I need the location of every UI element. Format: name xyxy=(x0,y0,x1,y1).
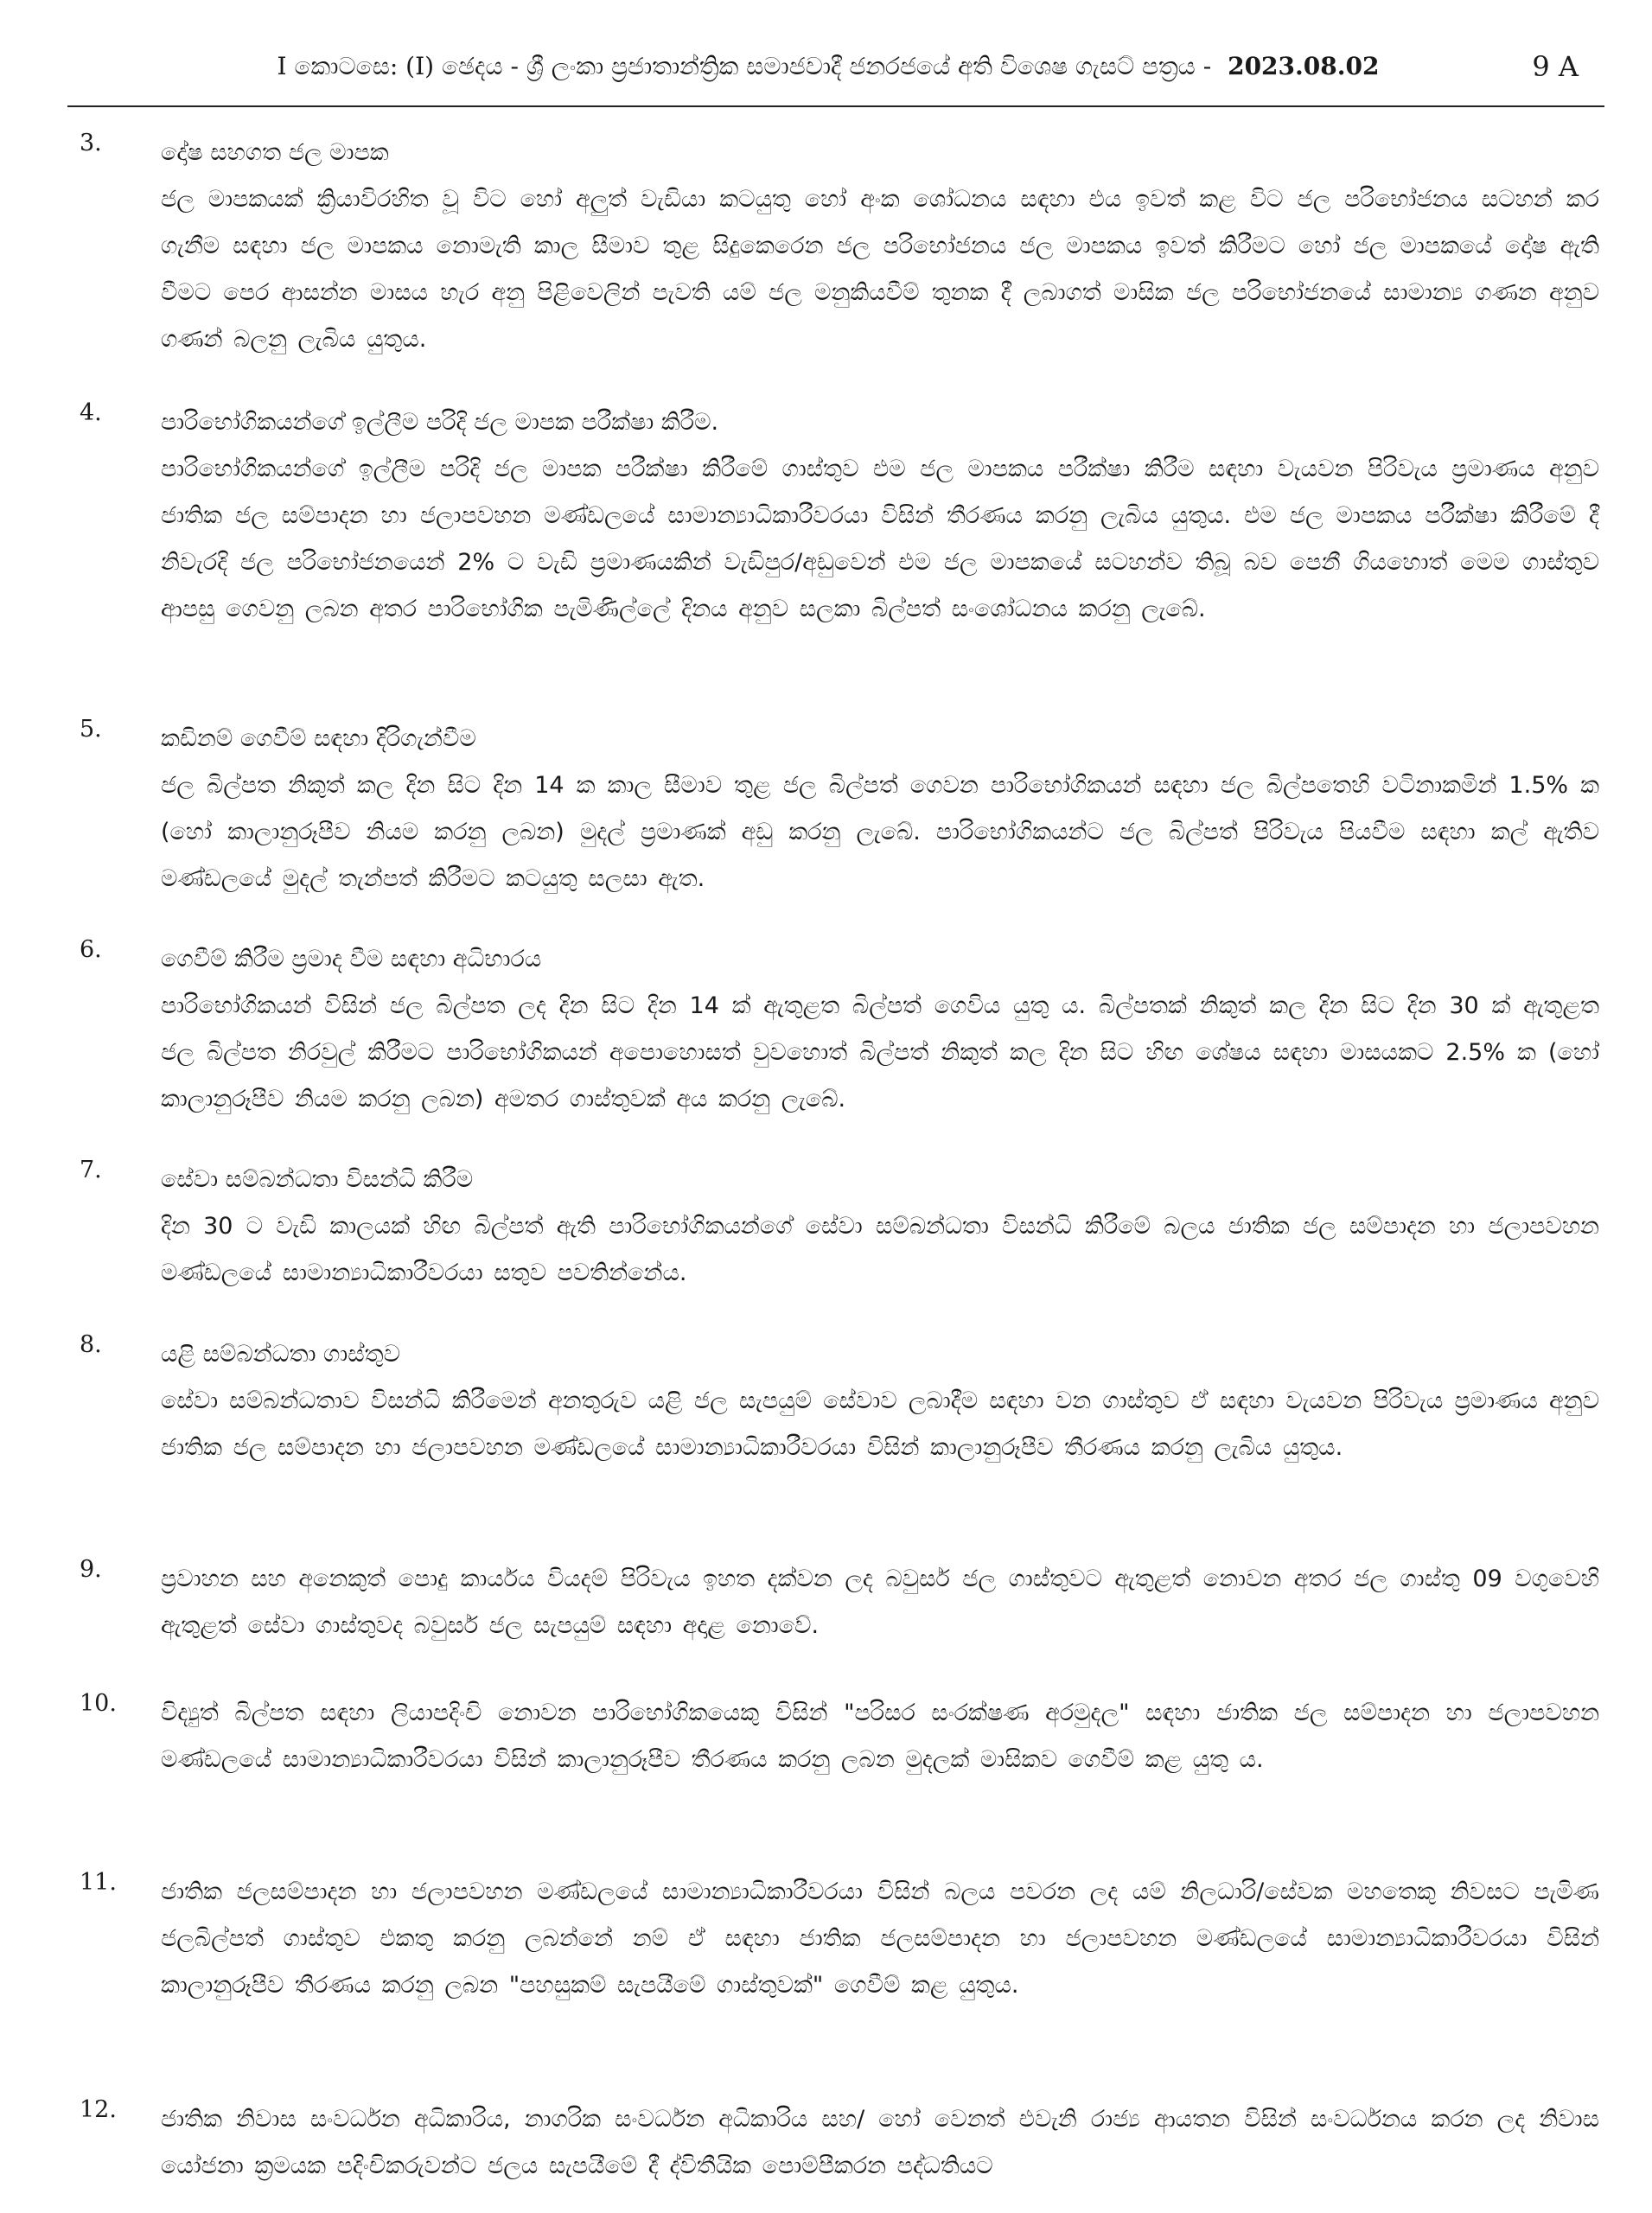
clause-body: ජල බිල්පත නිකුත් කල දින සිට දින 14 ක කාල සීමාව තුළ ජල බිල්පත් ගෙවන පාරිභෝගිකයන් සඳහා ජල බිල්පතෙහි වටිනාකමින් 1.5% ක (හෝ කාලානුරූපීව නියම කරනු ලබන) මුදල් ප්‍රමාණක් අඩු කරනු ලැබේ. පාරිභෝගිකයන්ට ජල බිල්පත් පිරිවැය පියවීම සඳහා කල් ඇතිව මණ්ඩලයේ මුදල් තැන්පත් කිරීමට කටයුතු සලසා ඇත. xyxy=(161,772,1599,892)
clause-heading: පාරිභෝගිකයන්ගේ ඉල්ලීම පරිදි ජල මාපක පරීක්ෂා කිරීම. xyxy=(161,409,719,436)
clause-number: 4. xyxy=(80,399,102,426)
clause-body: ප්‍රවාහන සහ අනෙකුත් පොදු කාර්යය වියදම් පිරිවැය ඉහත දක්වන ලද බවුසර් ජල ගාස්තුවට ඇතුළත් නොවන අතර ජල ගාස්තු 09 වගුවෙහි ඇතුළත් සේවා ගාස්තුවද බවුසර් ජල සැපයුම් සඳහා අදාළ නොවේ. xyxy=(161,1566,1599,1639)
clause-heading: සේවා සම්බන්ධතා විසන්ධි කිරීම xyxy=(161,1166,474,1193)
clause-number: 6. xyxy=(80,936,102,963)
header-title: I කොටසෙ: (I) ඡෙදය - ශ්‍රී ලංකා ප්‍රජාතාන්ත්‍රික සමාජවාදී ජනරජයේ අති විශෙෂ ගැසට් පත්‍රය - xyxy=(277,52,1212,80)
page-number: 9 A xyxy=(1532,50,1579,83)
clause-number: 12. xyxy=(80,2096,117,2123)
clause-body: දින 30 ට වැඩි කාලයක් හිඟ බිල්පත් ඇති පාරිභෝගිකයන්ගේ සේවා සම්බන්ධතා විසන්ධි කිරීමේ බලය ජාතික ජල සම්පාදන හා ජලාපවහන මණ්ඩලයේ සාමාන්‍යාධිකාරීවරයා සතුව පවතින්නේය. xyxy=(161,1213,1599,1286)
clause-heading: යළි සම්බන්ධතා ගාස්තුව xyxy=(161,1341,400,1368)
clause-number: 9. xyxy=(80,1556,102,1583)
clause-number: 8. xyxy=(80,1331,102,1358)
clause-number: 3. xyxy=(80,130,102,156)
clause-body: ජාතික ජලසම්පාදන හා ජලාපවහන මණ්ඩලයේ සාමාන්‍යාධිකාරීවරයා විසින් බලය පවරන ලද යම් නිලධාරි/සේවක මහතෙකු නිවසට පැමිණ ජලබිල්පත් ගාස්තුව එකතු කරනු ලබන්නේ නම් ඒ සඳහා ජාතික ජලසම්පාදන හා ජලාපවහන මණ්ඩලයේ සාමාන්‍යාධිකාරීවරයා විසින් කාලානුරූපීව තීරණය කරනු ලබන "පහසුකම් සැපයීමේ ගාස්තුවක්" ගෙවීම් කළ යුතුය. xyxy=(161,1878,1599,1999)
clause-body: පාරිභෝගිකයන්ගේ ඉල්ලීම පරිදි ජල මාපක පරීක්ෂා කිරීමේ ගාස්තුව එම ජල මාපකය පරීක්ෂා කිරීම සඳහා වැයවන පිරිවැය ප්‍රමාණය අනුව ජාතික ජල සම්පාදන හා ජලාපවහන මණ්ඩලයේ සාමාන්‍යාධිකාරීවරයා විසින් තීරණය කරනු ලැබිය යුතුය. එම ජල මාපකය පරීක්ෂා කිරීමේ දී නිවැරදි ජල පරිභෝජනයෙන් 2% ට වැඩි ප්‍රමාණයකින් වැඩිපුර/අඩුවෙන් එම ජල මාපකයේ සටහන්ව තිබූ බව පෙනී ගියහොත් මෙම ගාස්තුව ආපසු ගෙවනු ලබන අතර පාරිභෝගික පැමිණිල්ලේ දිනය අනුව සලකා බිල්පත් සංශෝධනය කරනු ලැබේ. xyxy=(161,456,1599,622)
clause-heading: දෝෂ සහගත ජල මාපක xyxy=(161,139,389,166)
clause-number: 11. xyxy=(80,1869,117,1896)
page-header xyxy=(67,45,1604,107)
clause-body: ජල මාපකයක් ක්‍රියාවිරහිත වූ විට හෝ අලුත් වැඩියා කටයුතු හෝ අංක ශෝධනය සඳහා එය ඉවත් කළ විට ජල පරිභෝජනය සටහන් කර ගැනීම සඳහා ජල මාපකය නොමැති කාල සීමාව තුළ සිදුකෙරෙන ජල පරිභෝජනය ජල මාපකය ඉවත් කිරීමට හෝ ජල මාපකයේ දෝෂ ඇති වීමට පෙර ආසන්න මාසය හැර අනු පිළිවෙලින් පැවති යම් ජල මනුකියවීම් තුනක දී ලබාගත් මාසික ජල පරිභෝජනයේ සාමාන්‍ය ගණන අනුව ගණන් බලනු ලැබිය යුතුය. xyxy=(161,186,1599,353)
clause-body: සේවා සම්බන්ධතාව විසන්ධි කිරීමෙන් අනතුරුව යළි ජල සැපයුම් සේවාව ලබාදීම සඳහා වන ගාස්තුව ඒ සඳහා වැයවන පිරිවැය ප්‍රමාණය අනුව ජාතික ජල සම්පාදන හා ජලාපවහන මණ්ඩලයේ සාමාන්‍යාධිකාරීවරයා විසින් කාලානුරූපීව තීරණය කරනු ලැබිය යුතුය. xyxy=(161,1387,1599,1461)
clause-number: 10. xyxy=(80,1690,117,1717)
clause-body: විද්‍යුත් බිල්පත සඳහා ලියාපදිංචි නොවන පාරිභෝගිකයෙකු විසින් "පරිසර සංරක්ෂණ අරමුදල" සඳහා ජාතික ජල සම්පාදන හා ජලාපවහන මණ්ඩලයේ සාමාන්‍යාධිකාරීවරයා විසින් කාලානුරූපීව තීරණය කරනු ලබන මුදලක් මාසිකව ගෙවීම් කළ යුතු ය. xyxy=(161,1700,1599,1773)
clause-number: 7. xyxy=(80,1157,102,1183)
clause-heading: ගෙවීම් කිරීම ප්‍රමාද වීම සඳහා අධිභාරය xyxy=(161,946,542,973)
clause-heading: කඩිනම් ගෙවීම් සඳහා දිරිගැන්වීම xyxy=(161,725,476,752)
clause-body: ජාතික නිවාස සංවර්ධන අධිකාරිය, නාගරික සංවර්ධන අධිකාරිය සහ/ හෝ වෙනත් එවැනි රාජ්‍ය ආයතන විසින් සංවර්ධනය කරන ලද නිවාස යෝජනා ක්‍රමයක පදිංචිකරුවන්ට ජලය සැපයීමේ දී ද්විතීයික පොම්පීකරන පද්ධතියට xyxy=(161,2106,1599,2179)
clause-body: පාරිභෝගිකයන් විසින් ජල බිල්පත ලද දින සිට දින 14 ක් ඇතුළත බිල්පත් ගෙවිය යුතු ය. බිල්පතක් නිකුත් කල දින සිට දින 30 ක් ඇතුළත ජල බිල්පත නිරවුල් කිරීමට පාරිභෝගිකයන් අපොහොසත් වුවහොත් බිල්පත් නිකුත් කල දින සිට හිඟ ශේෂය සඳහා මාසයකට 2.5% ක (හෝ කාලානුරූපීව නියම කරනු ලබන) අමතර ගාස්තුවක් අය කරනු ලැබේ. xyxy=(161,992,1599,1113)
clause-number: 5. xyxy=(80,716,102,743)
header-title-line xyxy=(154,52,1502,81)
header-date: 2023.08.02 xyxy=(1228,52,1380,80)
